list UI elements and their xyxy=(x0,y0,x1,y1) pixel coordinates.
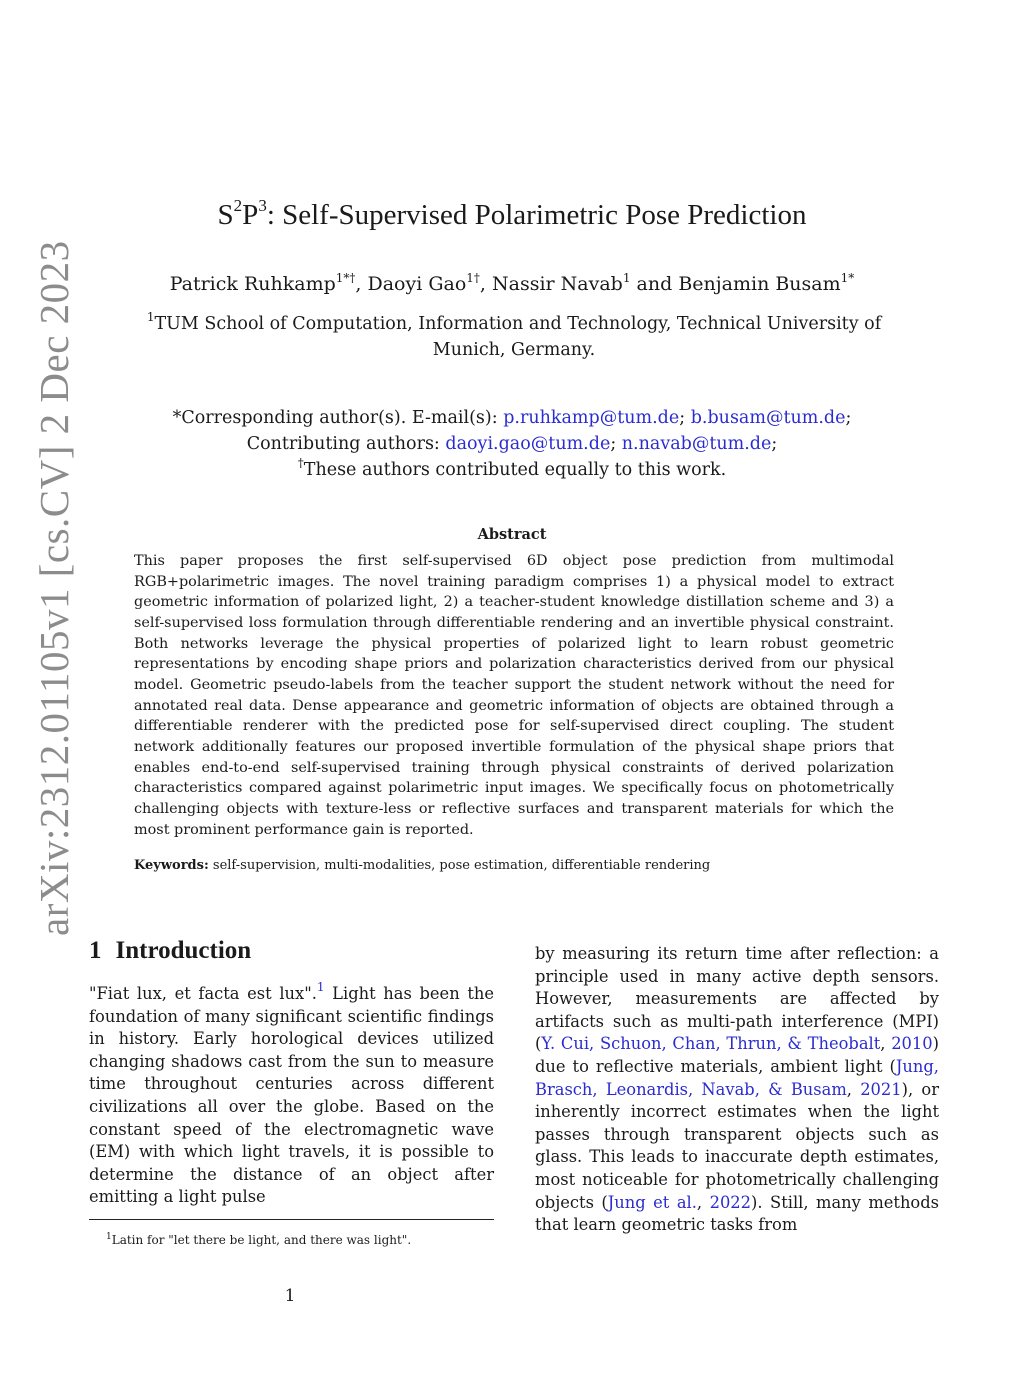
author-name: Nassir Navab xyxy=(492,273,623,295)
email-link[interactable]: b.busam@tum.de xyxy=(690,408,846,428)
footnote-ref[interactable]: 1 xyxy=(316,980,325,994)
keywords: Keywords: self-supervision, multi-modalities, pose estimation, differentiable rendering xyxy=(134,858,711,873)
citation-link[interactable]: Jung, Brasch, Leonardis, Navab, & Busam xyxy=(535,1056,939,1099)
email-link[interactable]: n.navab@tum.de xyxy=(621,434,772,454)
abstract-heading: Abstract xyxy=(477,526,547,543)
page-number: 1 xyxy=(284,1286,296,1306)
email-link[interactable]: p.ruhkamp@tum.de xyxy=(503,408,680,428)
contact-block: *Corresponding author(s). E-mail(s): p.ruhkamp@tum.de; b.busam@tum.de; Contributing authors: daoyi.gao@tum.de; n.navab@tum.de; †These authors contributed equally to this work. xyxy=(172,408,852,480)
intro-right-column: by measuring its return time after reflection: a principle used in many active depth sensors. However, measurements are affected by artifacts such as multi-path interference (MPI) (Y. Cui, Schuon, Chan, Thrun, & Theobalt, 2010) due to reflective materials, ambient light (Jung, Brasch, Leonardis, Navab, & Busam, 2021), or inherently incorrect estimates when the light passes through transparent objects such as glass. This leads to inaccurate depth estimates, most noticeable for photometrically challenging objects (Jung et al., 2022). Still, many methods that learn geometric tasks from xyxy=(535,944,940,1235)
citation-link[interactable]: 2021 xyxy=(860,1079,902,1099)
footnote-rule xyxy=(89,1219,494,1220)
arxiv-identifier: arXiv:2312.01105v1 [cs.CV] 2 Dec 2023 xyxy=(31,240,77,936)
author-list: Patrick Ruhkamp$^{1*\dagger}$, Daoyi Gao$^{1\dagger}$, Nassir Navab$^1$ and Benjamin Busam$^{1*}$ xyxy=(169,271,855,295)
author-name: Patrick Ruhkamp xyxy=(169,273,336,295)
citation-link[interactable]: 2022 xyxy=(709,1192,752,1212)
section-heading: 1 Introduction xyxy=(89,937,252,964)
intro-left-column: "Fiat lux, et facta est lux".$^1$ Light has been the foundation of many significant scientific findings in history. Early horological devices utilized changing shadows cast from the sun to measure time throughout centuries across different civilizations all over the globe. Based on the constant speed of the electromagnetic wave (EM) with which light travels, it is possible to determine the distance of an object after emitting a light pulse xyxy=(89,980,494,1207)
author-name: Daoyi Gao xyxy=(367,273,467,295)
affiliation: $^1$TUM School of Computation, Information and Technology, Technical University of Munich, Germany. xyxy=(146,310,882,360)
author-name: Benjamin Busam xyxy=(678,273,841,295)
paper-title: $S^2P^3$: Self-Supervised Polarimetric Pose Prediction xyxy=(217,196,807,231)
email-link[interactable]: daoyi.gao@tum.de xyxy=(445,434,611,454)
citation-link[interactable]: 2010 xyxy=(891,1034,933,1054)
citation-link[interactable]: Jung et al. xyxy=(607,1192,697,1212)
citation-link[interactable]: Y. Cui, Schuon, Chan, Thrun, & Theobalt xyxy=(541,1034,881,1054)
footnote: $^1$Latin for "let there be light, and there was light". xyxy=(106,1232,412,1247)
abstract-text: This paper proposes the first self-supervised 6D object pose prediction from multimodal RGB+polarimetric images. The novel training paradigm comprises 1) a physical model to extract geometric information of polarized light, 2) a teacher-student knowledge distillation scheme and 3) a self-supervised loss formulation through differentiable rendering and an invertible physical constraint. Both networks leverage the physical properties of polarized light to learn robust geometric representations by encoding shape priors and polarization characteristics derived from our physical model. Geometric pseudo-labels from the teacher support the student network without the need for annotated real data. Dense appearance and geometric information of objects are obtained through a differentiable renderer with the predicted pose for self-supervised direct coupling. The student network additionally features our proposed invertible formulation of the physical shape priors that enables end-to-end self-supervised training through physical constraints of derived polarization characteristics compared against polarimetric input images. We specifically focus on photometrically challenging objects with texture-less or reflective surfaces and transparent materials for which the most prominent performance gain is reported. xyxy=(134,553,894,838)
